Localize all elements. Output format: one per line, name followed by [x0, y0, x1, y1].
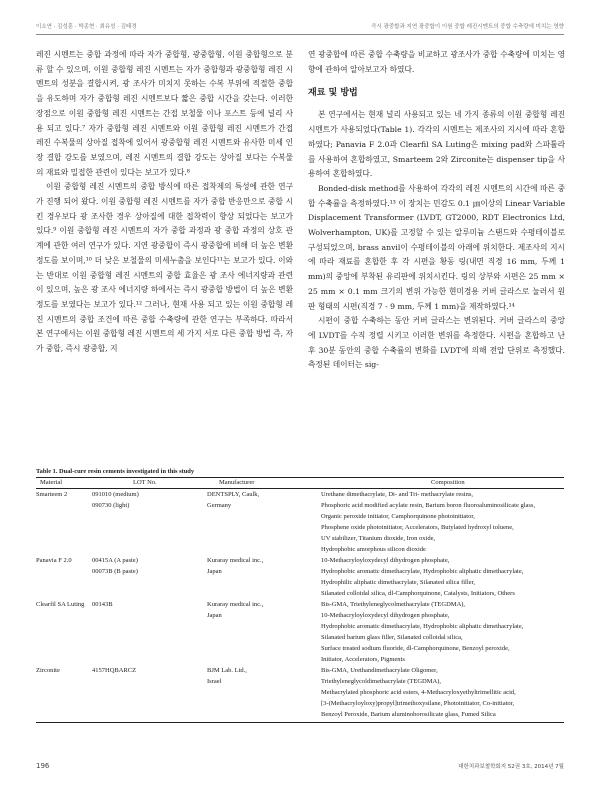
composition-line: Hydrophobic amorphous silicon dioxide — [321, 546, 426, 553]
composition-cell — [321, 599, 564, 665]
composition-line: Methacrylated phosphoric acid esters, 4-Methacryloxyethyltrimellitic acid, — [321, 689, 516, 696]
composition-line: Hydrophobic aromatic dimethacrylate, Hydrophobic aliphatic dimethacrylate, — [321, 568, 524, 575]
material-cell — [36, 489, 67, 500]
left-paragraph-1: 레진 시멘트는 중합 과정에 따라 자가 중합형, 광중합형, 이원 중합형으로 분류 할 수 있으며, 이원 중합형 레진 시멘트는 자가 중합형과 광중합형 레진 시멘트의 성분을 결합시켜, 광 조사가 미치지 못하는 수복 부위에 적절한 중합을 유도하며 자가 중합형 레진 시멘트보다 짧은 중합 시간을 갖는다. 이러한 장점으로 이원 중합형 레진 시멘트는 간접 보철물 이나 포스트 등에 널리 사용 되고 있다.⁷ 자가 중합형 레진 시멘트와 이원 중합형 레진 시멘트가 간접 레진 수복물의 상아질 접착에 있어서 광중합형 레진 시멘트와 유사한 미세 인장 결합 강도를 보였으며, 레진 시멘트의 결합 강도는 상아질 보다는 수복물의 재료와 밀접한 관련이 있다는 보고가 있다.⁸ — [36, 50, 293, 177]
composition-line: 10-Methacryloyloxydecyl dihydrogen phosphate, — [321, 612, 450, 619]
composition-line: Hydrophobic aromatic dimethacrylate, Hydrophobic aliphatic dimethacrylate, — [321, 623, 524, 630]
table-row — [36, 555, 564, 599]
lot-cell — [92, 665, 136, 676]
composition-cell — [321, 665, 564, 720]
composition-line: Initiator, Accelerators, Pigments — [321, 656, 405, 663]
lot-number: 00415A (A paste) — [92, 557, 138, 564]
table-row — [36, 599, 564, 665]
composition-line: Hydrophilic aliphatic dimethacrylate, Silanated silica filler, — [321, 579, 476, 586]
table-caption: Table 1. Dual-cure resin cements investigated in this study — [36, 468, 195, 475]
material-cell — [36, 555, 72, 566]
table-body — [36, 489, 564, 723]
material-cell — [36, 599, 84, 610]
composition-line: Bis-GMA, Triethyleneglycolmethacrylate (TEGDMA), — [321, 601, 466, 608]
manufacturer-line: DENTSPLY, Caulk, — [207, 491, 260, 498]
composition-cell — [321, 489, 564, 555]
material-name: Zirconite — [36, 667, 60, 674]
lot-number: 00143B — [92, 601, 113, 608]
manufacturer-line: Japan — [207, 612, 222, 619]
materials-table — [36, 477, 564, 723]
lot-cell — [92, 599, 113, 610]
manufacturer-line: Israel — [207, 678, 222, 685]
table-header-composition: Composition — [431, 479, 465, 486]
manufacturer-line: BJM Lab. Ltd., — [207, 667, 247, 674]
composition-line: UV stabilizer, Titanium dioxide, Iron oxide, — [321, 535, 436, 542]
lot-number: 00073B (B paste) — [92, 568, 138, 575]
journal-citation: 대한치과보철학회지 52권 3호, 2014년 7월 — [458, 764, 564, 770]
lot-cell — [92, 555, 138, 577]
table-header-row — [36, 477, 564, 489]
composition-line: Benzoyl Peroxide, Barium aluminoborosilicate glass, Fumed Silica — [321, 711, 496, 718]
right-paragraph-1: 본 연구에서는 현재 널리 사용되고 있는 네 가지 종류의 이원 중합형 레진 시멘트가 사용되었다(Table 1). 각각의 시멘트는 제조사의 지시에 따라 혼합하였다; Panavia F 2.0과 Clearfil SA Luting은 mixing pad와 스파튤라를 사용하여 혼합하였고, Smarteem 2와 Zirconite는 dispenser tip을 사용하여 혼합하였다. — [308, 110, 565, 179]
right-paragraph-2: Bonded-disk method를 사용하여 각각의 레진 시멘트의 시간에 따른 중합 수축률을 측정하였다.¹³ 이 장치는 민감도 0.1 ㎛이상의 Linear Variable Displacement Transformer (LVDT, GT2000, RDT Electronics Ltd, Wolverhampton, UK)를 고정할 수 있는 알루미늄 스탠드와 수평테이블로 구성되었으며, brass anvil이 수평테이블의 아래에 위치한다. 제조사의 지시에 따라 재료를 혼합한 후 각 시편을 황동 링(내면 직경 16 mm, 두께 1 mm)의 중앙에 부착된 유리판에 위치시킨다. 링의 상부와 시편은 25 mm × 25 mm × 0.1 mm 크기의 변위 가능한 현미경용 커버 글라스로 눌러서 원판 형태의 시편(직경 7 - 9 mm, 두께 1 mm)을 제작하였다.¹⁴ — [308, 183, 565, 311]
table-header-manufacturer: Manufacturer — [219, 479, 255, 486]
material-name: Clearfil SA Luting — [36, 601, 85, 608]
left-paragraph-2: 이원 중합형 레진 시멘트의 중합 방식에 따른 접착제의 특성에 관한 연구가 진행 되어 왔다. 이원 중합형 레진 시멘트를 자가 중합 반응만으로 중합 시킨 경우보다 광 조사한 경우 상아질에 대한 접착력이 향상 되었다는 보고가 있다.⁹ 이원 중합형 레진 시멘트의 자가 중합 과정과 광 중합 과정의 상호 관계에 관한 여러 연구가 있다. 지연 광중합이 즉시 광중합에 비해 더 높은 변환 정도를 보이며,¹⁰ 더 낮은 보철물의 미세누출을 보인다¹¹는 보고가 있다. 이와는 반대로 이원 중합형 레진 시멘트의 중합 효율은 광 조사 에너지량과 관련이 있으며, 높은 광 조사 에너지량 하에서는 즉시 광중합 방법이 더 높은 변환 정도를 보였다는 보고가 있다.¹² 그러나, 현재 사용 되고 있는 이원 중합형 레진 시멘트의 중합 조건에 따른 중합 수축량에 관한 연구는 부족하다. 따라서 본 연구에서는 이원 중합형 레진 시멘트의 세 가지 서로 다른 중합 방법 즉, 자가 중합, 즉시 광중합, 지 — [36, 182, 293, 354]
composition-line: [3-(Methacryloyloxy)propyl]trimethoxysilane, Photoinitiator, Co-initiator, — [321, 700, 515, 707]
composition-line: Triethyleneglycoldimethacrylate (TEGDMA), — [321, 678, 441, 685]
composition-line: Silanated colloidal silica, dl-Camphorquinone, Catalysts, Initiators, Others — [321, 590, 515, 597]
manufacturer-line: Kuraray medical inc., — [207, 557, 264, 564]
composition-line: Organic peroxide initiator, Camphorquinone photoinitiator, — [321, 513, 475, 520]
composition-line: Phosphoric acid modified acylate resin, Barium boron fluoroaluminosilicate glass, — [321, 502, 536, 509]
section-title-methods: 재료 및 방법 — [308, 88, 358, 99]
manufacturer-line: Germany — [207, 502, 232, 509]
composition-line: Bis-GMA, Urethandimethacrylate Oligomer, — [321, 667, 438, 674]
header-running-title: 즉시 광중합과 지연 광중합이 이원 중합 레진시멘트의 중합 수축량에 미치는 영향 — [371, 24, 564, 30]
right-column — [308, 48, 565, 373]
header-authors: 이소연 · 김성훈 · 박종현 · 최유성 · 김태경 — [36, 24, 137, 30]
table-row — [36, 489, 564, 555]
left-column — [36, 48, 293, 357]
composition-cell — [321, 555, 564, 599]
table-row — [36, 665, 564, 720]
manufacturer-cell — [207, 599, 263, 621]
right-intro-paragraph: 연 광중합에 따른 중합 수축량을 비교하고 광조사가 중합 수축량에 미치는 영향에 관하여 알아보고자 하였다. — [308, 50, 565, 74]
manufacturer-cell — [207, 665, 247, 687]
header-rule — [36, 34, 564, 35]
lot-cell — [92, 489, 139, 511]
composition-line: Urethane dimethacrylate, Di- and Tri- methacrylate resins, — [321, 491, 473, 498]
material-cell — [36, 665, 60, 676]
lot-number: 4157HQBARCZ — [92, 667, 137, 674]
composition-line: Phosphene oxide photoinitiator, Accelerators, Butylated hydroxyl toluene, — [321, 524, 514, 531]
table-header-material: Material — [40, 479, 63, 486]
page-number: 196 — [36, 762, 50, 770]
material-name: Smarteem 2 — [36, 491, 68, 498]
manufacturer-line: Japan — [207, 568, 222, 575]
material-name: Panavia F 2.0 — [36, 557, 72, 564]
right-paragraph-3: 시편이 중합 수축하는 동안 커버 글라스는 변위된다. 커버 글라스의 중앙에 LVDT를 수직 정렬 시키고 이러한 변위를 측정한다. 시편을 혼합하고 난 후 30분 동안의 중합 수축률의 변화를 LVDT에 의해 전압 단위로 측정했다. 측정된 데이터는 sig- — [308, 316, 565, 370]
lot-number: 091010 (medium) — [92, 491, 139, 498]
manufacturer-cell — [207, 489, 259, 511]
composition-line: Surface treated sodium fluoride, dl-Camphorquinone, Benzoyl peroxide, — [321, 645, 510, 652]
composition-line: Silanated barium glass filler, Silanated colloidal silica, — [321, 634, 463, 641]
manufacturer-cell — [207, 555, 263, 577]
composition-line: 10-Methacryloyloxydecyl dihydrogen phosphate, — [321, 557, 450, 564]
manufacturer-line: Kuraray medical inc., — [207, 601, 264, 608]
table-header-lot: LOT No. — [133, 479, 157, 486]
lot-number: 090730 (light) — [92, 502, 130, 509]
